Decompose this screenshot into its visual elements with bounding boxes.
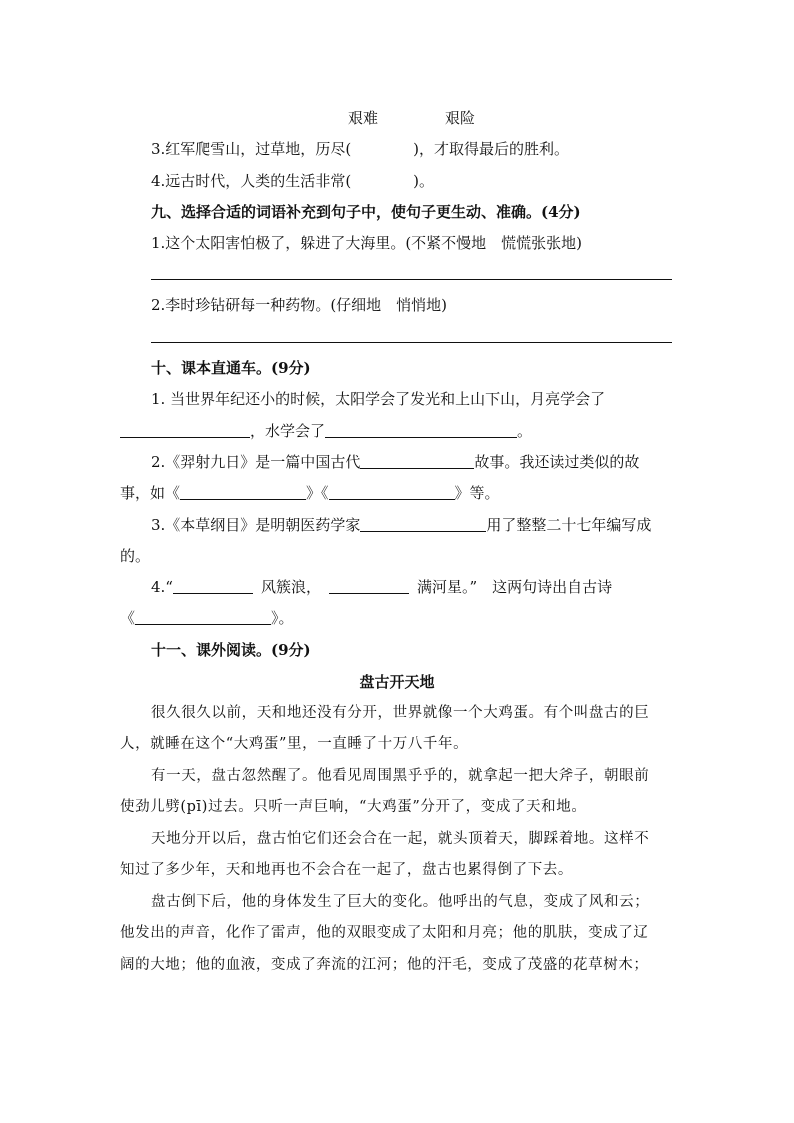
q10-item-4-line-2 xyxy=(120,608,294,628)
q10-item-2-text-before: 2.《羿射九日》是一篇中国古代 xyxy=(151,453,361,471)
q10-heading: 十、课本直通车。(9分) xyxy=(151,359,311,377)
q10-item-4-text-c: 满河星。” 这两句诗出自古诗 xyxy=(417,578,613,596)
q8-item-4 xyxy=(151,171,434,191)
q10-item-4-blank-poem[interactable] xyxy=(135,608,271,625)
q10-item-1-text-end: 。 xyxy=(517,422,533,440)
q9-heading: 九、选择合适的词语补充到句子中，使句子更生动、准确。(4分) xyxy=(151,203,581,221)
q10-item-2-blank-genre[interactable] xyxy=(360,452,474,469)
story-title: 盘古开天地 xyxy=(359,673,435,691)
q8-item-4-text-after: )。 xyxy=(413,172,435,190)
story-paragraph-3-line-1: 天地分开以后，盘古怕它们还会合在一起，就头顶着天，脚踩着地。这样不 xyxy=(151,831,650,847)
q10-item-3-text-after: 用了整整二十七年编写成 xyxy=(486,516,652,534)
q10-item-1-text-mid: ，水学会了 xyxy=(250,422,326,440)
q8-item-3-text-before: 3.红军爬雪山，过草地，历尽( xyxy=(151,140,352,158)
q9-item-2-answer-line[interactable] xyxy=(151,342,672,343)
q10-item-1-blank-moon[interactable] xyxy=(120,421,250,438)
q10-item-4-blank-1[interactable] xyxy=(173,577,253,594)
q10-item-2-blank-story-1[interactable] xyxy=(180,483,306,500)
q8-item-3 xyxy=(151,139,569,159)
story-paragraph-2-line-1: 有一天，盘古忽然醒了。他看见周围黑乎乎的，就拿起一把大斧子，朝眼前 xyxy=(151,768,650,784)
q10-item-4-text-a: 4.“ xyxy=(151,578,173,596)
word-option-2: 艰险 xyxy=(445,109,476,127)
q10-item-2-text-c: 》等。 xyxy=(454,484,500,502)
story-paragraph-3-line-2: 知过了多少年，天和地再也不会合在一起了，盘古也累得倒了下去。 xyxy=(120,862,573,878)
q10-item-1-line-2 xyxy=(120,421,532,441)
q8-item-4-text-before: 4.远古时代，人类的生活非常( xyxy=(151,172,352,190)
q10-item-4-text-line2-b: 》。 xyxy=(271,609,294,627)
q10-item-2-line-2 xyxy=(120,483,500,503)
q10-item-4-blank-2[interactable] xyxy=(329,577,409,594)
q10-item-3-blank-name[interactable] xyxy=(360,515,486,532)
q11-heading: 十一、课外阅读。(9分) xyxy=(151,641,311,659)
q10-item-4-text-line2-a: 《 xyxy=(120,609,136,627)
q10-item-2-text-a: 事，如《 xyxy=(120,484,181,502)
q10-item-3-line-1 xyxy=(151,515,651,535)
q10-item-1-blank-water[interactable] xyxy=(325,421,517,438)
q10-item-3-text-before: 3.《本草纲目》是明朝医药学家 xyxy=(151,516,361,534)
q10-item-3-line-2: 的。 xyxy=(120,547,151,565)
story-paragraph-1-line-2: 人，就睡在这个“大鸡蛋”里，一直睡了十万八千年。 xyxy=(120,736,469,752)
q9-item-1-answer-line[interactable] xyxy=(151,279,672,280)
story-paragraph-1-line-1: 很久很久以前，天和地还没有分开，世界就像一个大鸡蛋。有个叫盘古的巨 xyxy=(151,705,650,721)
q10-item-4-text-b: 风簇浪， xyxy=(260,578,321,596)
q8-item-3-text-after: )，才取得最后的胜利。 xyxy=(413,140,570,158)
q9-item-1: 1.这个太阳害怕极了，躲进了大海里。(不紧不慢地 慌慌张张地) xyxy=(151,234,583,252)
story-paragraph-4-line-3: 阔的大地；他的血液，变成了奔流的江河；他的汗毛，变成了茂盛的花草树木； xyxy=(120,957,649,973)
story-paragraph-4-line-1: 盘古倒下后，他的身体发生了巨大的变化。他呼出的气息，变成了风和云； xyxy=(151,894,650,910)
q10-item-2-blank-story-2[interactable] xyxy=(329,483,455,500)
word-option-1: 艰难 xyxy=(348,109,379,127)
q10-item-1-line-1: 1. 当世界年纪还小的时候，太阳学会了发光和上山下山，月亮学会了 xyxy=(151,390,606,408)
q10-item-2-text-b: 》《 xyxy=(306,484,329,502)
q10-item-2-text-after: 故事。我还读过类似的故 xyxy=(474,453,640,471)
q10-item-4-line-1 xyxy=(151,577,612,597)
story-paragraph-2-line-2: 使劲儿劈(pī)过去。只听一声巨响，“大鸡蛋”分开了，变成了天和地。 xyxy=(120,799,587,815)
q10-item-2-line-1 xyxy=(151,452,639,472)
story-paragraph-4-line-2: 他发出的声音，化作了雷声，他的双眼变成了太阳和月亮；他的肌肤，变成了辽 xyxy=(120,925,649,941)
q9-item-2: 2.李时珍钻研每一种药物。(仔细地 悄悄地) xyxy=(151,296,448,314)
